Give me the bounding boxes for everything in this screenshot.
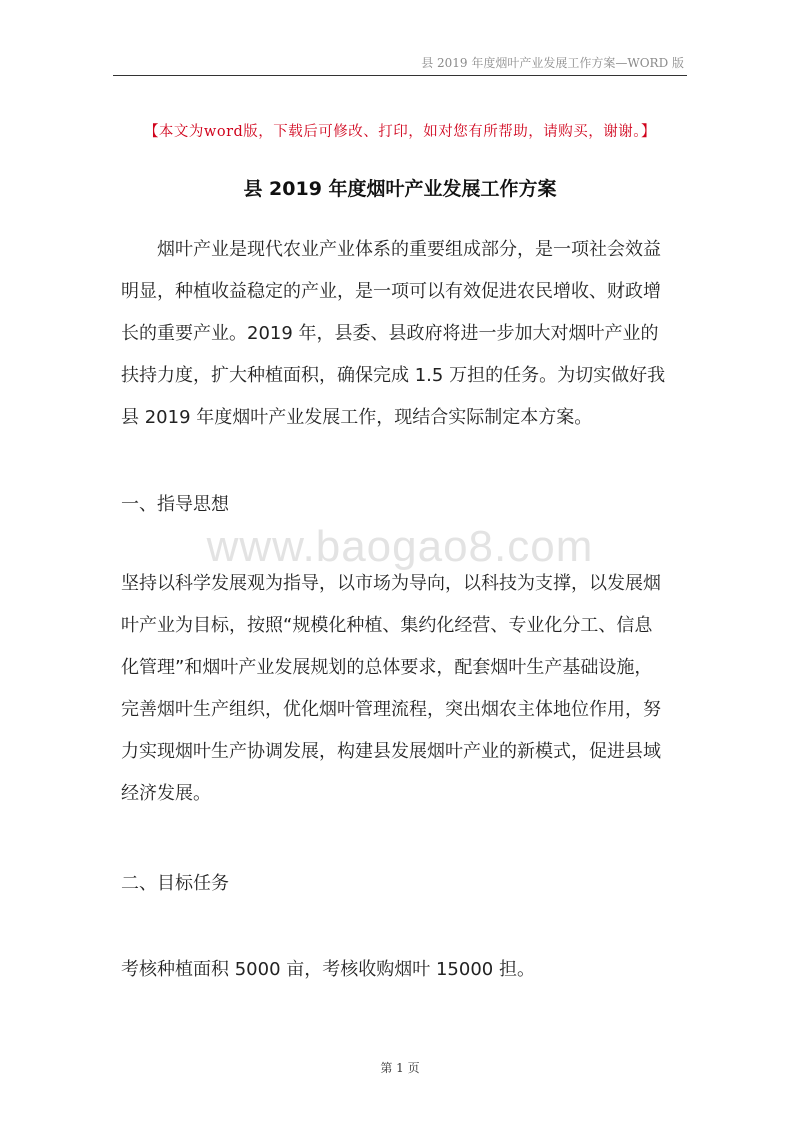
section-heading-guiding-ideology: 一、指导思想: [121, 494, 229, 515]
section-heading-targets: 二、目标任务: [121, 873, 229, 894]
section1-line: 坚持以科学发展观为指导，以市场为导向，以科技为支撑，以发展烟: [121, 573, 661, 594]
section1-line: 完善烟叶生产组织，优化烟叶管理流程，突出烟农主体地位作用，努: [121, 699, 661, 720]
section1-line: 化管理”和烟叶产业发展规划的总体要求，配套烟叶生产基础设施，: [121, 657, 653, 678]
section1-line: 力实现烟叶生产协调发展，构建县发展烟叶产业的新模式，促进县域: [121, 741, 661, 762]
intro-line: 明显，种植收益稳定的产业，是一项可以有效促进农民增收、财政增: [121, 281, 661, 302]
section1-paragraph: [121, 563, 691, 815]
watermark: www.baogao8.com: [206, 522, 594, 571]
intro-line: 县 2019 年度烟叶产业发展工作，现结合实际制定本方案。: [121, 407, 593, 428]
page-number: 第 1 页: [380, 1061, 420, 1075]
running-header: 县 2019 年度烟叶产业发展工作方案—WORD 版: [421, 56, 684, 70]
intro-line: 烟叶产业是现代农业产业体系的重要组成部分，是一项社会效益: [157, 239, 661, 260]
section1-line: 叶产业为目标，按照“规模化种植、集约化经营、专业化分工、信息: [121, 615, 653, 636]
intro-line: 长的重要产业。2019 年，县委、县政府将进一步加大对烟叶产业的: [121, 323, 659, 344]
section2-text: 考核种植面积 5000 亩，考核收购烟叶 15000 担。: [121, 959, 535, 980]
intro-line: 扶持力度，扩大种植面积，确保完成 1.5 万担的任务。为切实做好我: [121, 365, 666, 386]
header-divider: [113, 75, 687, 76]
document-title: 县 2019 年度烟叶产业发展工作方案: [243, 178, 557, 200]
purchase-notice: 【本文为word版，下载后可修改、打印，如对您有所帮助，请购买，谢谢。】: [143, 124, 657, 140]
intro-paragraph: [121, 229, 691, 439]
section1-line: 经济发展。: [121, 783, 211, 804]
